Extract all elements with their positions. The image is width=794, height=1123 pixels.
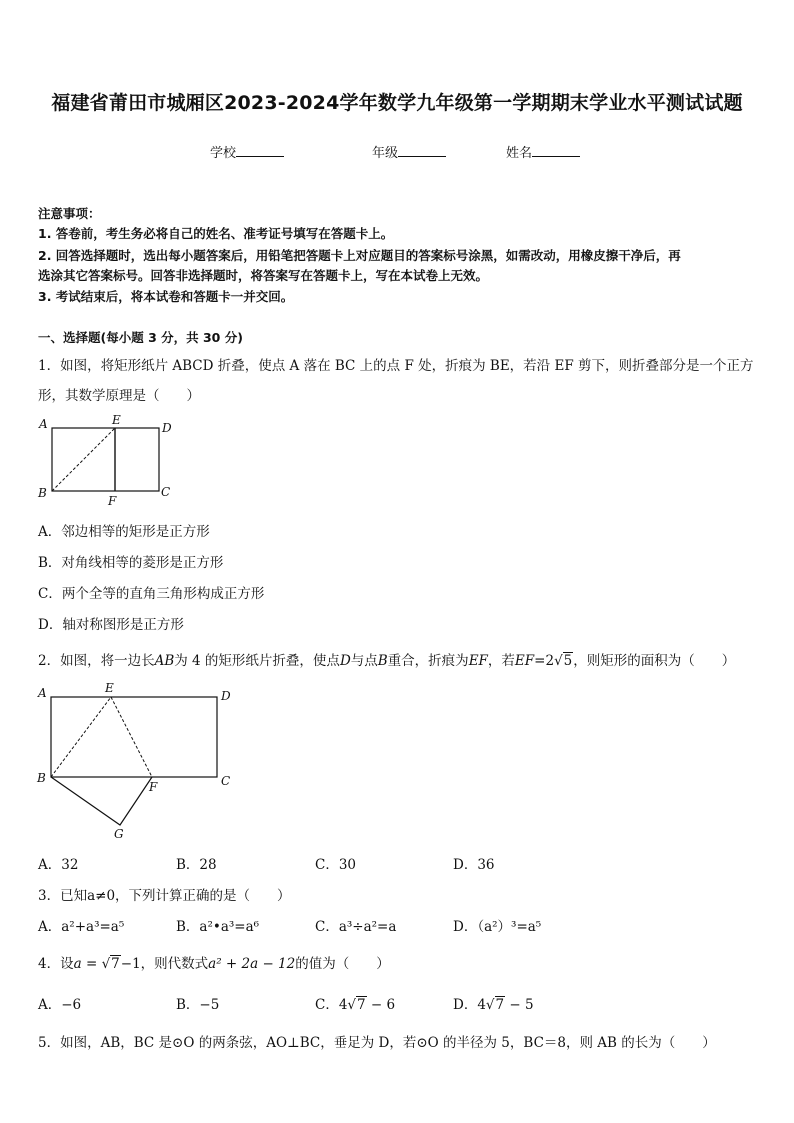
q4-eq: = bbox=[81, 956, 102, 972]
q4-option-c: C．4√7 − 6 bbox=[315, 997, 396, 1013]
q4-minus: −1，则代数式 bbox=[120, 956, 209, 972]
q2-radicand: 5 bbox=[563, 653, 573, 669]
q2-label-a: A bbox=[38, 686, 47, 700]
q4-option-c-radicand: 7 bbox=[357, 997, 366, 1013]
q2-dashed-be bbox=[51, 697, 111, 777]
q2-text: 2．如图，将一边长AB为 4 的矩形纸片折叠，使点D与点B重合，折痕为EF，若EF=2√5，则矩形的面积为（ ） bbox=[38, 653, 736, 669]
q1-text-line1: 1．如图，将矩形纸片 ABCD 折叠，使点 A 落在 BC 上的点 F 处，折痕为 BE，若沿 EF 剪下，则折叠部分是一个正方 bbox=[38, 358, 754, 374]
q2-dashed-ef bbox=[111, 697, 152, 777]
name-label: 姓名 bbox=[506, 146, 533, 161]
notes-heading: 注意事项： bbox=[38, 206, 101, 221]
q2-figure bbox=[34, 680, 244, 842]
q1-option-a: A．邻边相等的矩形是正方形 bbox=[38, 524, 210, 540]
q2-label-c: C bbox=[221, 774, 231, 788]
q2-label-f: F bbox=[149, 780, 158, 794]
q4-option-c-pre: C．4 bbox=[315, 997, 348, 1013]
q2-option-d: D．36 bbox=[453, 857, 495, 873]
q2-eq: =2 bbox=[534, 653, 555, 669]
q4-text-a: 4．设 bbox=[38, 956, 74, 972]
page-title: 福建省莆田市城厢区2023-2024学年数学九年级第一学期期末学业水平测试试题 bbox=[51, 92, 743, 114]
q4-var-a: a bbox=[73, 956, 82, 972]
q4-option-b: B．−5 bbox=[176, 997, 220, 1013]
note-item-3: 3. 考试结束后，将本试卷和答题卡一并交回。 bbox=[38, 289, 294, 304]
q2-label-b: B bbox=[37, 771, 46, 785]
q2-folded-triangle bbox=[51, 777, 152, 825]
school-field bbox=[210, 142, 284, 161]
q4-option-a: A．−6 bbox=[38, 997, 82, 1013]
q1-label-c: C bbox=[161, 485, 171, 499]
q2-text-c: 与点 bbox=[350, 653, 378, 669]
q1-option-c: C．两个全等的直角三角形构成正方形 bbox=[38, 586, 265, 602]
q2-var-ef2: EF bbox=[514, 653, 535, 669]
q1-label-a: A bbox=[39, 417, 48, 431]
section-heading: 一、选择题(每小题 3 分，共 30 分) bbox=[38, 330, 243, 345]
q4-option-d-post: − 5 bbox=[505, 997, 534, 1013]
q1-fold-line-be bbox=[52, 428, 115, 491]
q2-option-c: C．30 bbox=[315, 857, 357, 873]
name-blank bbox=[532, 144, 580, 157]
q2-var-ef: EF bbox=[468, 653, 488, 669]
q2-text-a: 2．如图，将一边长 bbox=[38, 653, 155, 669]
school-label: 学校 bbox=[210, 146, 237, 161]
q3-option-a: A．a²+a³=a⁵ bbox=[38, 919, 125, 935]
q2-label-e: E bbox=[105, 681, 114, 695]
name-field bbox=[506, 142, 580, 161]
q4-option-d-pre: D．4 bbox=[453, 997, 486, 1013]
grade-field bbox=[372, 142, 446, 161]
q1-label-b: B bbox=[38, 486, 47, 500]
q4-radicand: 7 bbox=[111, 956, 120, 972]
q2-option-b: B．28 bbox=[176, 857, 217, 873]
grade-blank bbox=[398, 144, 446, 157]
q2-option-a: A．32 bbox=[38, 857, 79, 873]
q4-option-c-post: − 6 bbox=[366, 997, 396, 1013]
q4-option-d: D．4√7 − 5 bbox=[453, 997, 534, 1013]
q2-var-d: D bbox=[339, 653, 351, 669]
note-item-1: 1. 答卷前，考生务必将自己的姓名、准考证号填写在答题卡上。 bbox=[38, 226, 394, 241]
grade-label: 年级 bbox=[372, 146, 399, 161]
q4-option-d-radicand: 7 bbox=[495, 997, 505, 1013]
q3-option-b: B．a²•a³=a⁶ bbox=[176, 919, 260, 935]
q1-option-d: D．轴对称图形是正方形 bbox=[38, 617, 184, 633]
q1-label-d: D bbox=[162, 421, 172, 435]
note-item-2-cont: 选涂其它答案标号。回答非选择题时，将答案写在答题卡上，写在本试卷上无效。 bbox=[38, 268, 489, 283]
school-blank bbox=[236, 144, 284, 157]
q3-option-c: C．a³÷a²=a bbox=[315, 919, 397, 935]
q3-text: 3．已知a≠0，下列计算正确的是（ ） bbox=[38, 888, 291, 904]
q4-text-b: 的值为（ ） bbox=[295, 956, 390, 972]
q2-text-d: 重合，折痕为 bbox=[387, 653, 469, 669]
q3-option-d: D．（a²）³=a⁵ bbox=[453, 919, 542, 935]
q5-text: 5．如图，AB，BC 是⊙O 的两条弦，AO⊥BC，垂足为 D，若⊙O 的半径为 5，BC＝8，则 AB 的长为（ ） bbox=[38, 1035, 716, 1051]
q2-label-d: D bbox=[221, 689, 231, 703]
q1-figure bbox=[36, 412, 186, 508]
q1-label-f: F bbox=[108, 494, 117, 508]
note-item-2: 2. 回答选择题时，选出每小题答案后，用铅笔把答题卡上对应题目的答案标号涂黑，如需改动，用橡皮擦干净后，再 bbox=[38, 248, 681, 263]
q1-text-line2: 形，其数学原理是（ ） bbox=[38, 388, 200, 404]
q2-var-b: B bbox=[377, 653, 388, 669]
q1-label-e: E bbox=[112, 413, 121, 427]
q2-rectangle bbox=[51, 697, 217, 777]
q2-var-ab: AB bbox=[154, 653, 175, 669]
q2-text-e: ，若 bbox=[487, 653, 515, 669]
q2-text-f: ，则矩形的面积为（ ） bbox=[573, 653, 736, 669]
q4-expression: a² + 2a − 12 bbox=[208, 956, 296, 972]
q4-text: 4．设a = √7−1，则代数式a² + 2a − 12的值为（ ） bbox=[38, 956, 390, 972]
q1-option-b: B．对角线相等的菱形是正方形 bbox=[38, 555, 224, 571]
q2-label-g: G bbox=[114, 827, 124, 841]
q2-text-b: 为 4 的矩形纸片折叠，使点 bbox=[174, 653, 340, 669]
